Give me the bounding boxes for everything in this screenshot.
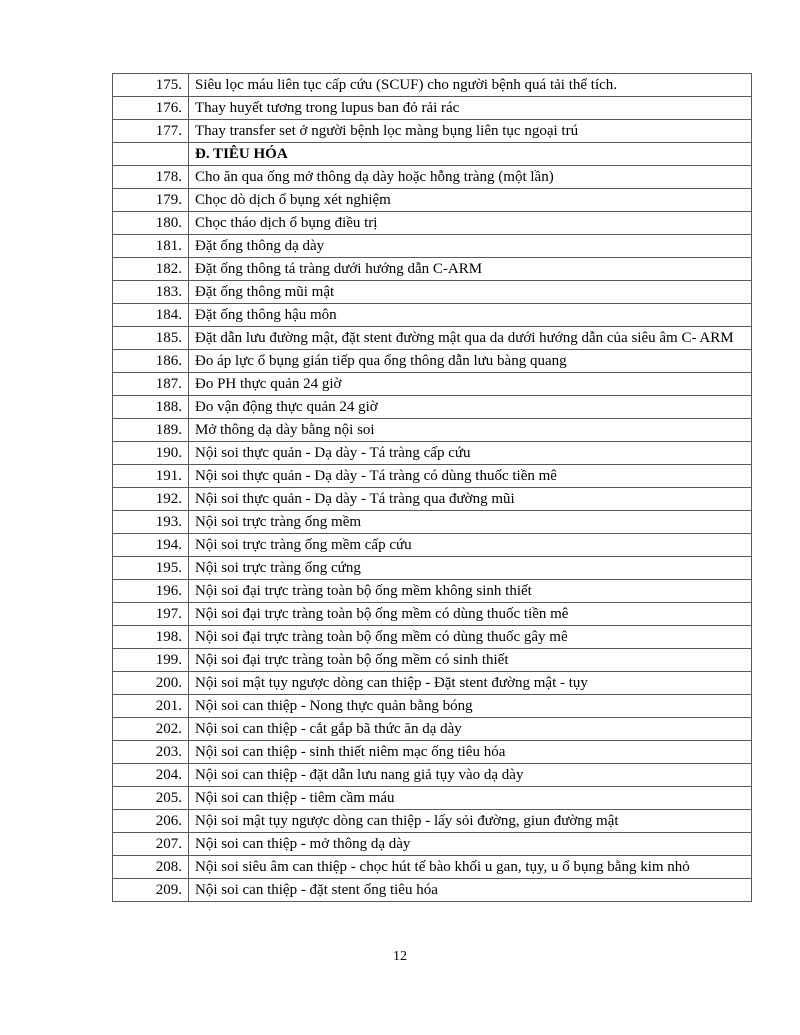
row-number-cell: 204. bbox=[113, 764, 189, 787]
row-number-cell: 203. bbox=[113, 741, 189, 764]
row-number-cell: 208. bbox=[113, 856, 189, 879]
table-row bbox=[113, 718, 752, 741]
row-number-cell: 199. bbox=[113, 649, 189, 672]
row-text-cell: Đặt dẫn lưu đường mật, đặt stent đường mật qua da dưới hướng dẫn của siêu âm C- ARM bbox=[189, 327, 752, 350]
table-row bbox=[113, 465, 752, 488]
row-text-cell: Đặt ống thông mũi mật bbox=[189, 281, 752, 304]
row-text-cell: Đo vận động thực quản 24 giờ bbox=[189, 396, 752, 419]
table-row bbox=[113, 557, 752, 580]
row-number-cell: 206. bbox=[113, 810, 189, 833]
row-text-cell: Đặt ống thông tá tràng dưới hướng dẫn C-ARM bbox=[189, 258, 752, 281]
row-number-cell: 207. bbox=[113, 833, 189, 856]
table-row bbox=[113, 534, 752, 557]
row-number-cell: 178. bbox=[113, 166, 189, 189]
table-row bbox=[113, 672, 752, 695]
table-row bbox=[113, 304, 752, 327]
table-row bbox=[113, 488, 752, 511]
row-number-cell: 184. bbox=[113, 304, 189, 327]
row-text-cell: Nội soi trực tràng ống mềm cấp cứu bbox=[189, 534, 752, 557]
table-row bbox=[113, 212, 752, 235]
row-number-cell: 194. bbox=[113, 534, 189, 557]
row-text-cell: Nội soi trực tràng ống mềm bbox=[189, 511, 752, 534]
row-text-cell: Nội soi can thiệp - Nong thực quản bằng bóng bbox=[189, 695, 752, 718]
row-number-cell: 187. bbox=[113, 373, 189, 396]
document-table bbox=[112, 73, 752, 902]
row-number-cell: 191. bbox=[113, 465, 189, 488]
row-number-cell: 201. bbox=[113, 695, 189, 718]
row-text-cell: Nội soi can thiệp - đặt dẫn lưu nang giả tụy vào dạ dày bbox=[189, 764, 752, 787]
table-row bbox=[113, 626, 752, 649]
section-header-row bbox=[113, 143, 752, 166]
row-text-cell: Đặt ống thông hậu môn bbox=[189, 304, 752, 327]
table-row bbox=[113, 580, 752, 603]
row-number-cell: 202. bbox=[113, 718, 189, 741]
row-number-cell: 195. bbox=[113, 557, 189, 580]
row-text-cell: Nội soi thực quản - Dạ dày - Tá tràng cấp cứu bbox=[189, 442, 752, 465]
row-number-cell: 185. bbox=[113, 327, 189, 350]
row-text-cell: Đ. TIÊU HÓA bbox=[189, 143, 752, 166]
row-text-cell: Thay transfer set ở người bệnh lọc màng bụng liên tục ngoại trú bbox=[189, 120, 752, 143]
table-row bbox=[113, 833, 752, 856]
row-text-cell: Chọc dò dịch ổ bụng xét nghiệm bbox=[189, 189, 752, 212]
row-number-cell: 179. bbox=[113, 189, 189, 212]
table-row bbox=[113, 603, 752, 626]
row-text-cell: Nội soi can thiệp - mở thông dạ dày bbox=[189, 833, 752, 856]
table-row bbox=[113, 373, 752, 396]
table-row bbox=[113, 810, 752, 833]
row-number-cell: 176. bbox=[113, 97, 189, 120]
table-row bbox=[113, 649, 752, 672]
row-number-cell: 205. bbox=[113, 787, 189, 810]
row-number-cell: 196. bbox=[113, 580, 189, 603]
table-row bbox=[113, 695, 752, 718]
table-row bbox=[113, 281, 752, 304]
table-row bbox=[113, 396, 752, 419]
table-row bbox=[113, 741, 752, 764]
row-number-cell bbox=[113, 143, 189, 166]
row-text-cell: Đo áp lực ổ bụng gián tiếp qua ống thông dẫn lưu bàng quang bbox=[189, 350, 752, 373]
table-row bbox=[113, 350, 752, 373]
row-number-cell: 190. bbox=[113, 442, 189, 465]
page-number: 12 bbox=[393, 949, 407, 964]
row-text-cell: Nội soi trực tràng ống cứng bbox=[189, 557, 752, 580]
table-row bbox=[113, 166, 752, 189]
row-text-cell: Chọc tháo dịch ổ bụng điều trị bbox=[189, 212, 752, 235]
row-number-cell: 175. bbox=[113, 74, 189, 97]
row-number-cell: 197. bbox=[113, 603, 189, 626]
document-table-body bbox=[113, 74, 752, 902]
row-text-cell: Nội soi can thiệp - sinh thiết niêm mạc ống tiêu hóa bbox=[189, 741, 752, 764]
table-row bbox=[113, 97, 752, 120]
row-text-cell: Nội soi mật tụy ngược dòng can thiệp - lấy sỏi đường, giun đường mật bbox=[189, 810, 752, 833]
row-text-cell: Nội soi đại trực tràng toàn bộ ống mềm có sinh thiết bbox=[189, 649, 752, 672]
table-row bbox=[113, 235, 752, 258]
row-number-cell: 183. bbox=[113, 281, 189, 304]
row-number-cell: 188. bbox=[113, 396, 189, 419]
table-row bbox=[113, 419, 752, 442]
row-text-cell: Đặt ống thông dạ dày bbox=[189, 235, 752, 258]
row-text-cell: Nội soi thực quản - Dạ dày - Tá tràng qua đường mũi bbox=[189, 488, 752, 511]
table-row bbox=[113, 74, 752, 97]
row-text-cell: Cho ăn qua ống mở thông dạ dày hoặc hỗng tràng (một lần) bbox=[189, 166, 752, 189]
table-row bbox=[113, 764, 752, 787]
row-text-cell: Siêu lọc máu liên tục cấp cứu (SCUF) cho người bệnh quá tải thể tích. bbox=[189, 74, 752, 97]
row-text-cell: Nội soi mật tụy ngược dòng can thiệp - Đặt stent đường mật - tụy bbox=[189, 672, 752, 695]
table-row bbox=[113, 258, 752, 281]
row-text-cell: Thay huyết tương trong lupus ban đỏ rải rác bbox=[189, 97, 752, 120]
table-row bbox=[113, 327, 752, 350]
row-text-cell: Mở thông dạ dày bằng nội soi bbox=[189, 419, 752, 442]
row-text-cell: Nội soi can thiệp - đặt stent ống tiêu hóa bbox=[189, 879, 752, 902]
row-number-cell: 209. bbox=[113, 879, 189, 902]
row-text-cell: Nội soi siêu âm can thiệp - chọc hút tế bào khối u gan, tụy, u ổ bụng bằng kim nhỏ bbox=[189, 856, 752, 879]
row-text-cell: Nội soi đại trực tràng toàn bộ ống mềm có dùng thuốc tiền mê bbox=[189, 603, 752, 626]
row-number-cell: 180. bbox=[113, 212, 189, 235]
row-text-cell: Đo PH thực quản 24 giờ bbox=[189, 373, 752, 396]
row-number-cell: 186. bbox=[113, 350, 189, 373]
table-row bbox=[113, 442, 752, 465]
table-row bbox=[113, 856, 752, 879]
row-number-cell: 198. bbox=[113, 626, 189, 649]
row-number-cell: 182. bbox=[113, 258, 189, 281]
row-number-cell: 192. bbox=[113, 488, 189, 511]
row-number-cell: 177. bbox=[113, 120, 189, 143]
row-number-cell: 193. bbox=[113, 511, 189, 534]
row-text-cell: Nội soi can thiệp - cắt gắp bã thức ăn dạ dày bbox=[189, 718, 752, 741]
table-row bbox=[113, 879, 752, 902]
table-row bbox=[113, 787, 752, 810]
row-text-cell: Nội soi can thiệp - tiêm cầm máu bbox=[189, 787, 752, 810]
row-number-cell: 181. bbox=[113, 235, 189, 258]
row-number-cell: 189. bbox=[113, 419, 189, 442]
table-row bbox=[113, 120, 752, 143]
table-row bbox=[113, 189, 752, 212]
row-text-cell: Nội soi đại trực tràng toàn bộ ống mềm không sinh thiết bbox=[189, 580, 752, 603]
row-number-cell: 200. bbox=[113, 672, 189, 695]
row-text-cell: Nội soi thực quản - Dạ dày - Tá tràng có dùng thuốc tiền mê bbox=[189, 465, 752, 488]
table-row bbox=[113, 511, 752, 534]
row-text-cell: Nội soi đại trực tràng toàn bộ ống mềm có dùng thuốc gây mê bbox=[189, 626, 752, 649]
